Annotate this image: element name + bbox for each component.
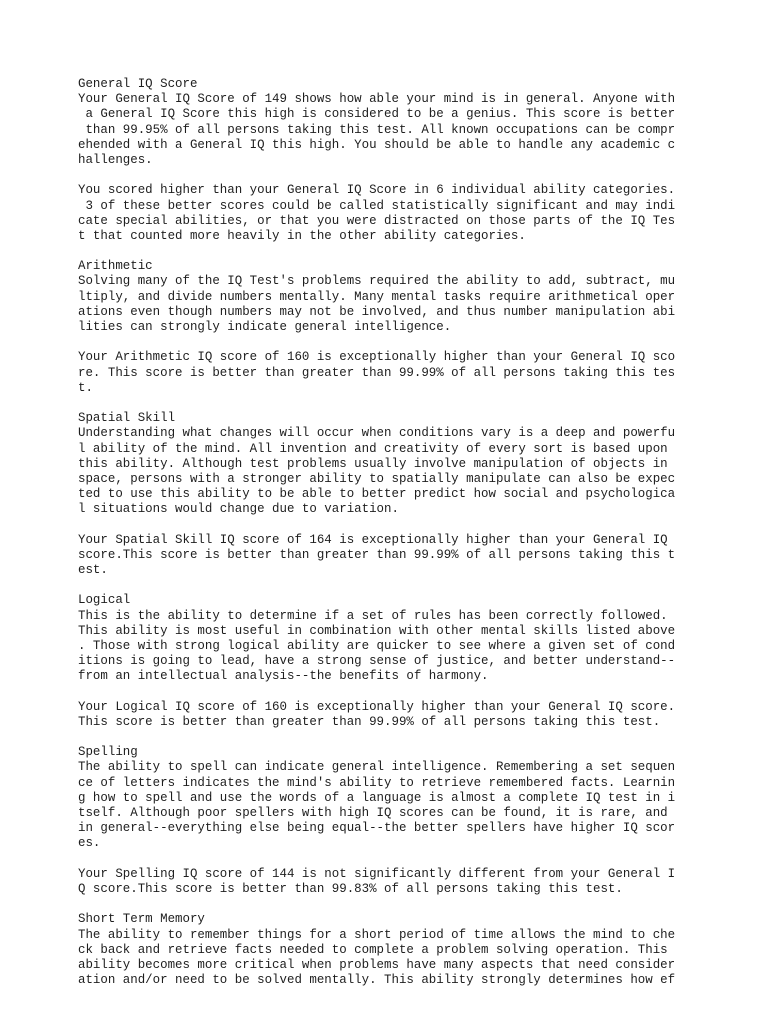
paragraph-line: cate special abilities, or that you were distracted on those parts of the IQ Tes — [78, 213, 676, 228]
paragraph-line: Your Logical IQ score of 160 is exceptionally higher than your General IQ score. — [78, 699, 676, 714]
paragraph-line: score.This score is better than greater than 99.99% of all persons taking this t — [78, 547, 676, 562]
paragraph-line: The ability to spell can indicate general intelligence. Remembering a set sequen — [78, 760, 676, 775]
paragraph-line: es. — [78, 836, 101, 851]
paragraph-line: t. — [78, 380, 93, 395]
section-arithmetic-score-paragraph — [78, 350, 728, 396]
paragraph-line: lities can strongly indicate general intelligence. — [78, 320, 452, 334]
paragraph-line: l situations would change due to variation. — [78, 502, 399, 517]
paragraph-line: est. — [78, 563, 108, 577]
paragraph-line: ck back and retrieve facts needed to complete a problem solving operation. This — [78, 942, 668, 957]
section-spelling-score-paragraph — [78, 867, 728, 897]
section-heading: General IQ Score — [78, 77, 198, 91]
section-short-term-memory — [78, 912, 728, 988]
section-general-iq-score — [78, 77, 728, 168]
paragraph-line: ted to use this ability to be able to better predict how social and psychologica — [78, 487, 676, 502]
paragraph-line: The ability to remember things for a short period of time allows the mind to che — [78, 927, 676, 942]
paragraph-line: Q score.This score is better than 99.83% of all persons taking this test. — [78, 881, 623, 896]
paragraph-line: ability becomes more critical when problems have many aspects that need consider — [78, 957, 676, 972]
paragraph-line: ations even though numbers may not be involved, and thus number manipulation abi — [78, 304, 676, 319]
paragraph-line: tself. Although poor spellers with high IQ scores can be found, it is rare, and — [78, 806, 668, 820]
paragraph-line: itions is going to lead, have a strong sense of justice, and better understand-- — [78, 654, 676, 669]
paragraph-line: Your Arithmetic IQ score of 160 is exceptionally higher than your General IQ sco — [78, 350, 676, 365]
paragraph-line: Your Spatial Skill IQ score of 164 is exceptionally higher than your General IQ — [78, 532, 668, 547]
paragraph-line: this ability. Although test problems usually involve manipulation of objects in — [78, 456, 668, 471]
paragraph-line: ce of letters indicates the mind's ability to retrieve remembered facts. Learnin — [78, 775, 676, 790]
paragraph-line: Solving many of the IQ Test's problems required the ability to add, subtract, mu — [78, 274, 676, 289]
section-general-iq-score-score-paragraph — [78, 183, 728, 244]
section-heading: Short Term Memory — [78, 912, 205, 927]
section-spatial-skill-score-paragraph — [78, 533, 728, 579]
paragraph-line: ation and/or need to be solved mentally. This ability strongly determines how ef — [78, 973, 676, 988]
section-spatial-skill — [78, 411, 728, 517]
section-heading: Logical — [78, 593, 131, 608]
section-logical-score-paragraph — [78, 700, 728, 730]
paragraph-line: 3 of these better scores could be called statistically significant and may indi — [78, 198, 676, 213]
section-spelling — [78, 745, 728, 851]
paragraph-line: in general--everything else being equal--the better spellers have higher IQ scor — [78, 821, 676, 836]
paragraph-line: a General IQ Score this high is considered to be a genius. This score is better — [78, 107, 676, 122]
paragraph-line: This score is better than greater than 99.99% of all persons taking this test. — [78, 714, 661, 729]
paragraph-line: g how to spell and use the words of a language is almost a complete IQ test in i — [78, 790, 676, 805]
paragraph-line: Understanding what changes will occur when conditions vary is a deep and powerfu — [78, 426, 676, 441]
paragraph-line: This is the ability to determine if a set of rules has been correctly followed. — [78, 608, 668, 623]
paragraph-line: space, persons with a stronger ability to spatially manipulate can also be expec — [78, 471, 676, 486]
document-body — [78, 77, 728, 1003]
section-arithmetic — [78, 259, 728, 335]
paragraph-line: You scored higher than your General IQ Score in 6 individual ability categories. — [78, 183, 676, 198]
paragraph-line: This ability is most useful in combination with other mental skills listed above — [78, 623, 676, 638]
paragraph-line: hallenges. — [78, 152, 153, 167]
paragraph-line: l ability of the mind. All invention and creativity of every sort is based upon — [78, 441, 668, 456]
paragraph-line: from an intellectual analysis--the benefits of harmony. — [78, 669, 489, 684]
section-heading: Spatial Skill — [78, 411, 176, 426]
paragraph-line: ehended with a General IQ this high. You should be able to handle any academic c — [78, 137, 676, 152]
section-heading: Spelling — [78, 745, 138, 760]
paragraph-line: t that counted more heavily in the other ability categories. — [78, 228, 526, 243]
paragraph-line: than 99.95% of all persons taking this test. All known occupations can be compr — [78, 122, 676, 137]
section-heading: Arithmetic — [78, 259, 153, 274]
paragraph-line: Your Spelling IQ score of 144 is not significantly different from your General I — [78, 866, 676, 881]
paragraph-line: re. This score is better than greater than 99.99% of all persons taking this tes — [78, 365, 676, 380]
paragraph-line: . Those with strong logical ability are quicker to see where a given set of cond — [78, 638, 676, 653]
section-logical — [78, 593, 728, 684]
paragraph-line: ltiply, and divide numbers mentally. Many mental tasks require arithmetical oper — [78, 289, 676, 304]
paragraph-line: Your General IQ Score of 149 shows how able your mind is in general. Anyone with — [78, 92, 676, 107]
